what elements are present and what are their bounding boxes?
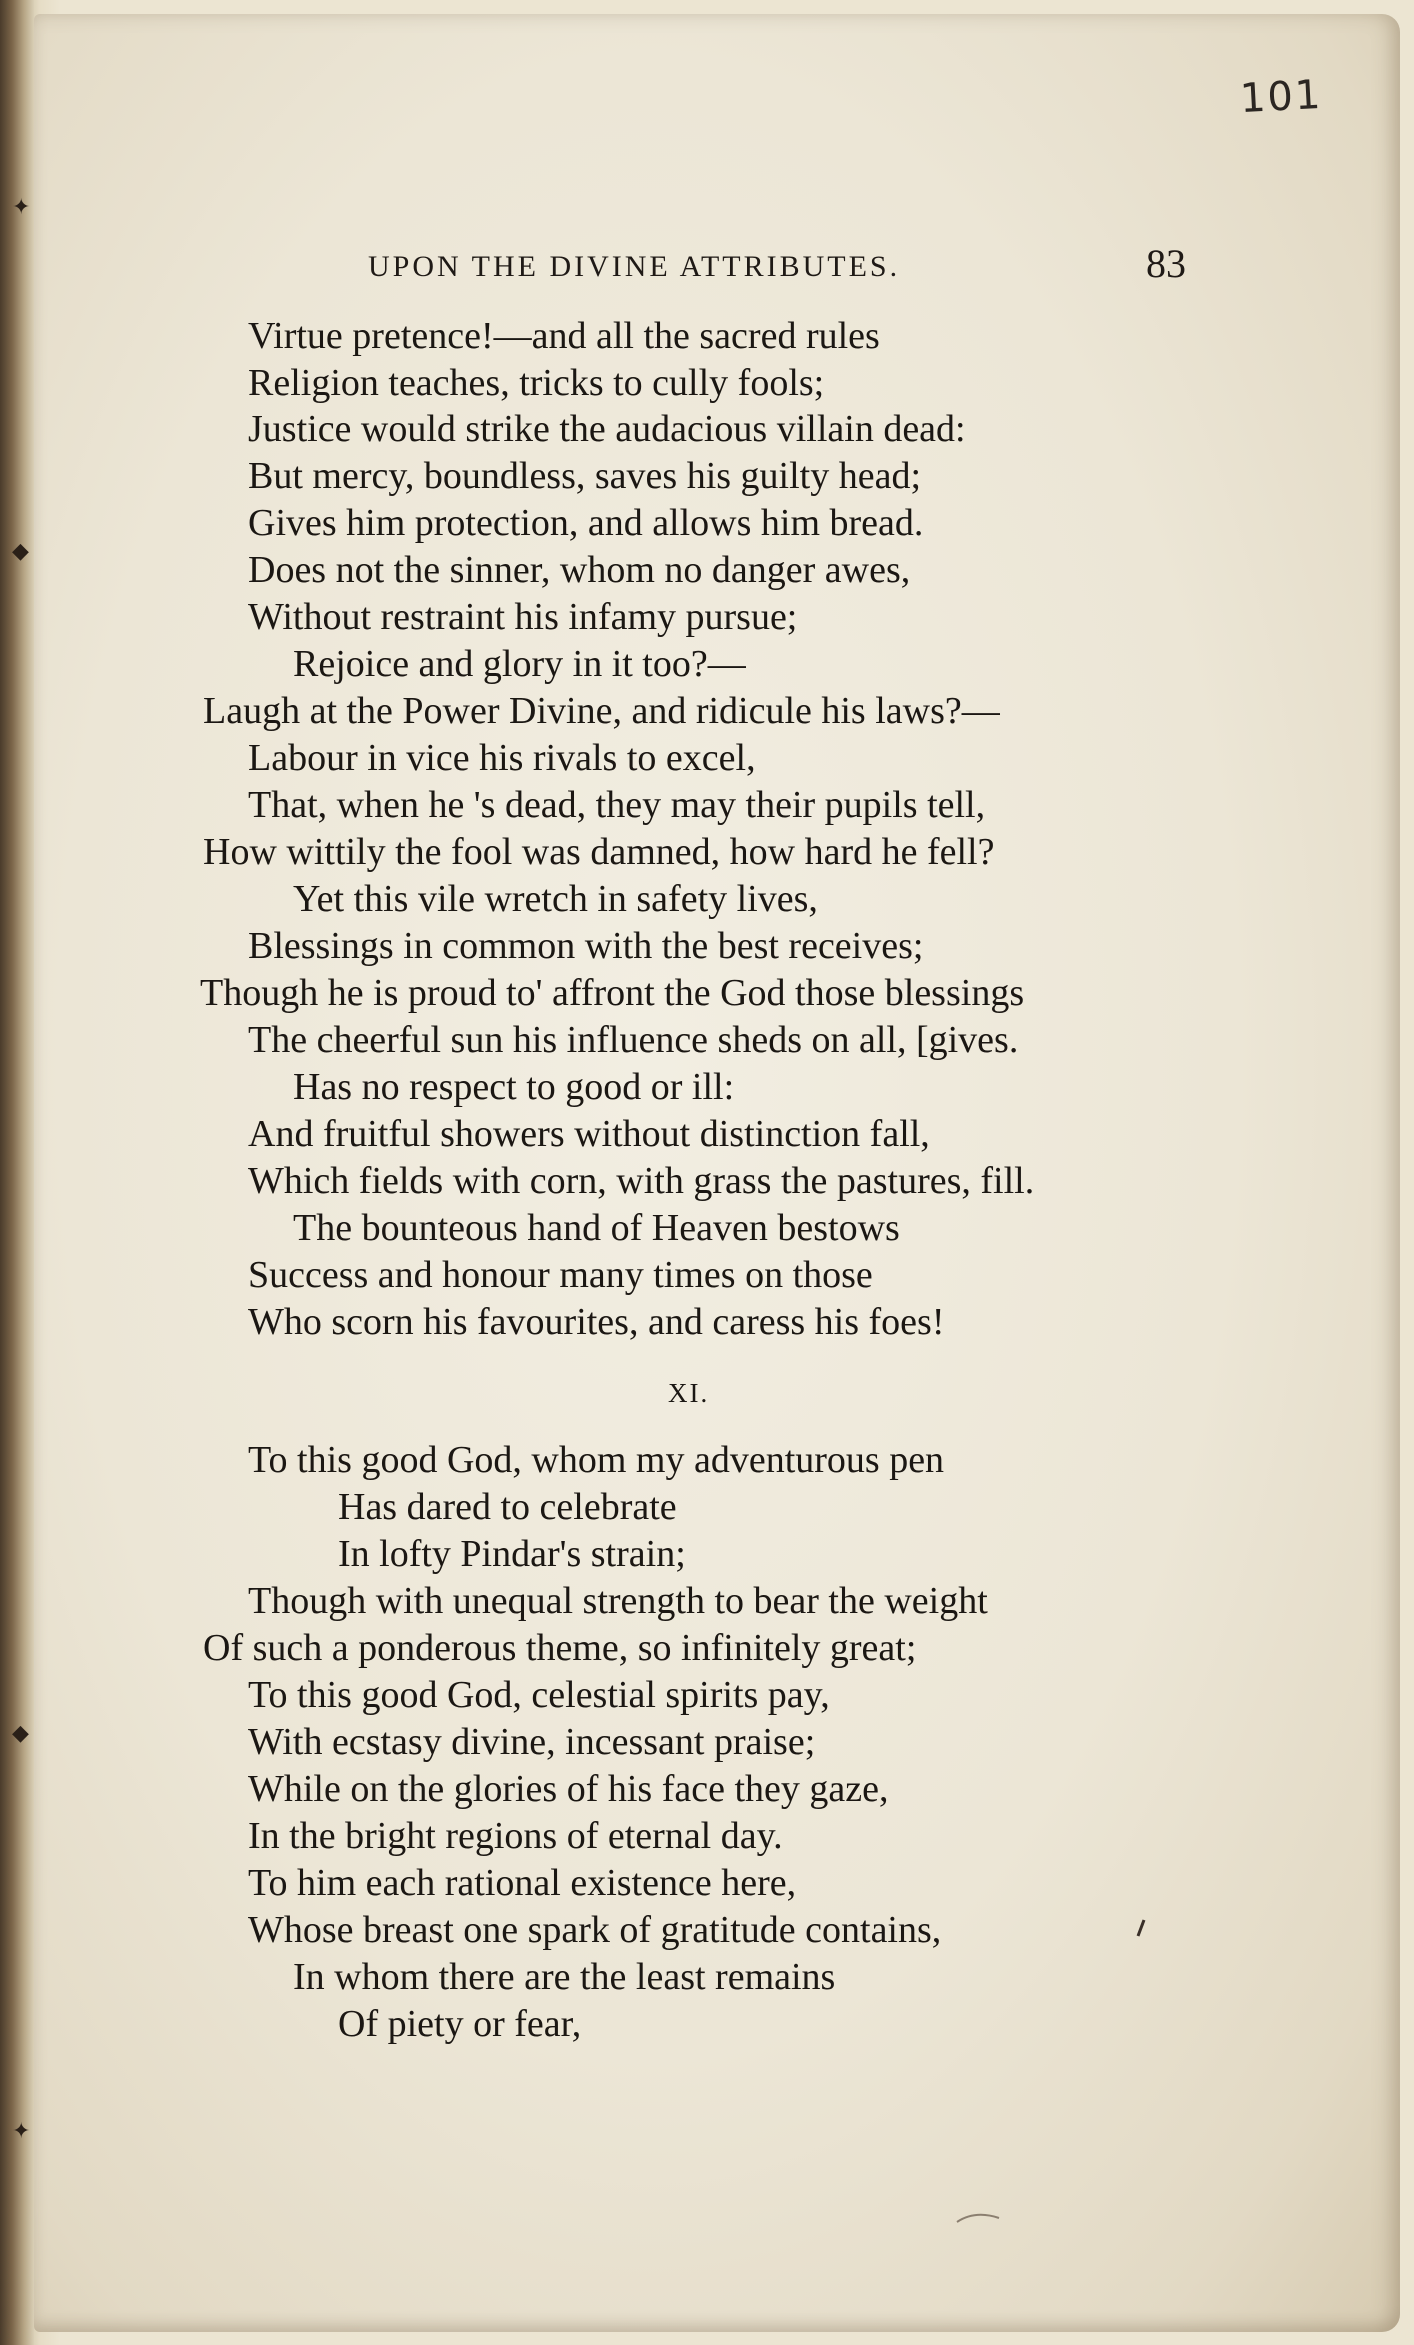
- verse-line: To him each rational existence here,: [248, 1862, 797, 1904]
- verse-line: With ecstasy divine, incessant praise;: [248, 1721, 816, 1763]
- verse-line: In lofty Pindar's strain;: [338, 1533, 686, 1575]
- verse-line: And fruitful showers without distinction fall,: [248, 1113, 930, 1155]
- verse-line: Does not the sinner, whom no danger awes,: [248, 549, 911, 591]
- verse-line: Virtue pretence!—and all the sacred rules: [248, 315, 880, 357]
- verse-line: Religion teaches, tricks to cully fools;: [248, 362, 825, 404]
- handwritten-folio-number: 101: [1238, 71, 1324, 123]
- verse-line: Yet this vile wretch in safety lives,: [293, 878, 818, 920]
- verse-line: Gives him protection, and allows him bread.: [248, 502, 924, 544]
- verse-line: To this good God, whom my adventurous pen: [248, 1439, 945, 1481]
- verse-line: In the bright regions of eternal day.: [248, 1815, 783, 1857]
- verse-line: But mercy, boundless, saves his guilty head;: [248, 455, 921, 497]
- verse-line: Justice would strike the audacious villain dead:: [248, 408, 966, 450]
- verse-line: Of such a ponderous theme, so infinitely great;: [203, 1627, 917, 1669]
- page-number: 83: [1146, 241, 1186, 286]
- verse-line: Though with unequal strength to bear the weight: [248, 1580, 988, 1622]
- verse-line: In whom there are the least remains: [293, 1956, 836, 1998]
- paper-blemish: [1134, 1918, 1148, 1938]
- running-title: UPON THE DIVINE ATTRIBUTES.: [368, 250, 901, 283]
- verse-line: While on the glories of his face they gaze,: [248, 1768, 889, 1810]
- verse-line: The bounteous hand of Heaven bestows: [293, 1207, 900, 1249]
- paper-blemish: [955, 2210, 1001, 2224]
- verse-line: Which fields with corn, with grass the pastures, fill.: [248, 1160, 1035, 1202]
- book-spine: [0, 0, 34, 2345]
- verse-line: Labour in vice his rivals to excel,: [248, 737, 756, 779]
- verse-line: Rejoice and glory in it too?—: [293, 643, 746, 685]
- verse-line: The cheerful sun his influence sheds on all, [gives.: [248, 1019, 1019, 1061]
- verse-line: Without restraint his infamy pursue;: [248, 596, 798, 638]
- binding-stitch: ✦: [12, 195, 31, 220]
- verse-line: Though he is proud to' affront the God those blessings: [200, 972, 1025, 1014]
- verse-line: Blessings in common with the best receives;: [248, 925, 924, 967]
- section-numeral: XI.: [668, 1378, 710, 1408]
- binding-stitch: ✦: [12, 2119, 31, 2144]
- verse-line: Of piety or fear,: [338, 2003, 582, 2045]
- verse-line: How wittily the fool was damned, how hard he fell?: [203, 831, 995, 873]
- verse-line: Whose breast one spark of gratitude contains,: [248, 1909, 942, 1951]
- verse-line: That, when he 's dead, they may their pupils tell,: [248, 784, 986, 826]
- verse-line: Who scorn his favourites, and caress his foes!: [248, 1301, 945, 1343]
- verse-line: Laugh at the Power Divine, and ridicule his laws?—: [203, 690, 1000, 732]
- verse-line: Has no respect to good or ill:: [293, 1066, 735, 1108]
- verse-line: To this good God, celestial spirits pay,: [248, 1674, 830, 1716]
- verse-line: Success and honour many times on those: [248, 1254, 873, 1296]
- verse-line: Has dared to celebrate: [338, 1486, 677, 1528]
- binding-stitch: ◆: [12, 539, 29, 564]
- binding-stitch: ◆: [12, 1721, 29, 1746]
